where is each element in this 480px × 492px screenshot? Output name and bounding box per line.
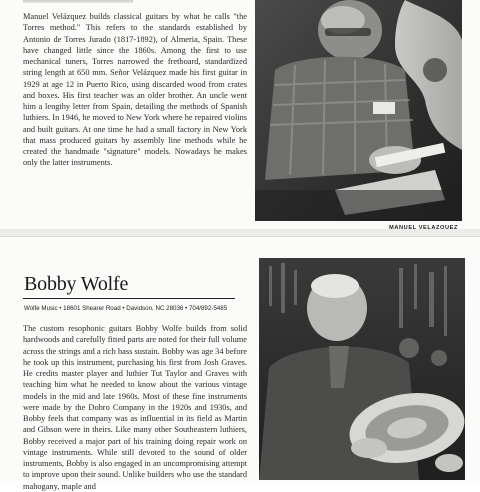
- photo-caption: MANUEL VELAZQUEZ: [389, 225, 458, 230]
- top-page: [0, 0, 480, 230]
- wolfe-photo-illustration: [259, 258, 465, 480]
- velazquez-photo: [255, 0, 462, 221]
- luthier-name-heading: Bobby Wolfe: [24, 273, 129, 295]
- wolfe-photo: [259, 258, 465, 480]
- velazquez-photo-illustration: [255, 0, 462, 221]
- heading-rule: [23, 298, 235, 299]
- top-edge-fragment: [23, 0, 133, 3]
- page-gap: [0, 229, 480, 236]
- luthier-address: Wolfe Music • 18601 Shearer Road • Davidson, NC 28036 • 704/892-5485: [24, 305, 228, 312]
- wolfe-paragraph: The custom resophonic guitars Bobby Wolfe builds from solid hardwoods and carefully fitted parts are noted for their full volume across the strings and a rich bass sustain. Bobby was age 34 before he took up this instrument, purchasing his first from Josh Graves. He credits master player and luthier Tut Taylor and Graves with teaching him what he needed to know about the various vintage models in the mid and late 1960s. Most of these fine instruments were made by the Dobro Company in the 1920s and 1930s, and Bobby feels that company was as influential in its field as Martin and Gibson were in theirs. Like many other Southeastern luthiers, Bobby received a major part of his training doing repair work on vintage instruments. While still devoted to the sound of older instruments, Bobby is also engaged in an uncompromising attempt to improve upon their sound. Unlike builders who use the standard mahogany, maple and: [23, 324, 247, 491]
- velazquez-paragraph: Manuel Velázquez builds classical guitars by what he calls "the Torres method." This refers to the standards established by Antonio de Torres Jurado (1817-1892), of Almeria, Spain. These have changed little since the 1860s. Among the first to use mechanical tuners, Torres narrowed the fretboard, standardized string length at 650 mm. Señor Velázquez made his first guitar in 1929 at age 12 in Puerto Rico, using discarded wood from crates and boxes. His first teacher was an older brother. An uncle went him a lengthy letter from Spain, detailing the methods of Spanish luthiers. In 1946, he moved to New York where he repaired violins and built guitars. At one time he had a small factory in New York that mass produced guitars by assembly line methods while he created the handmade "signature" models. Nowadays he makes only the latter instruments.: [23, 12, 247, 168]
